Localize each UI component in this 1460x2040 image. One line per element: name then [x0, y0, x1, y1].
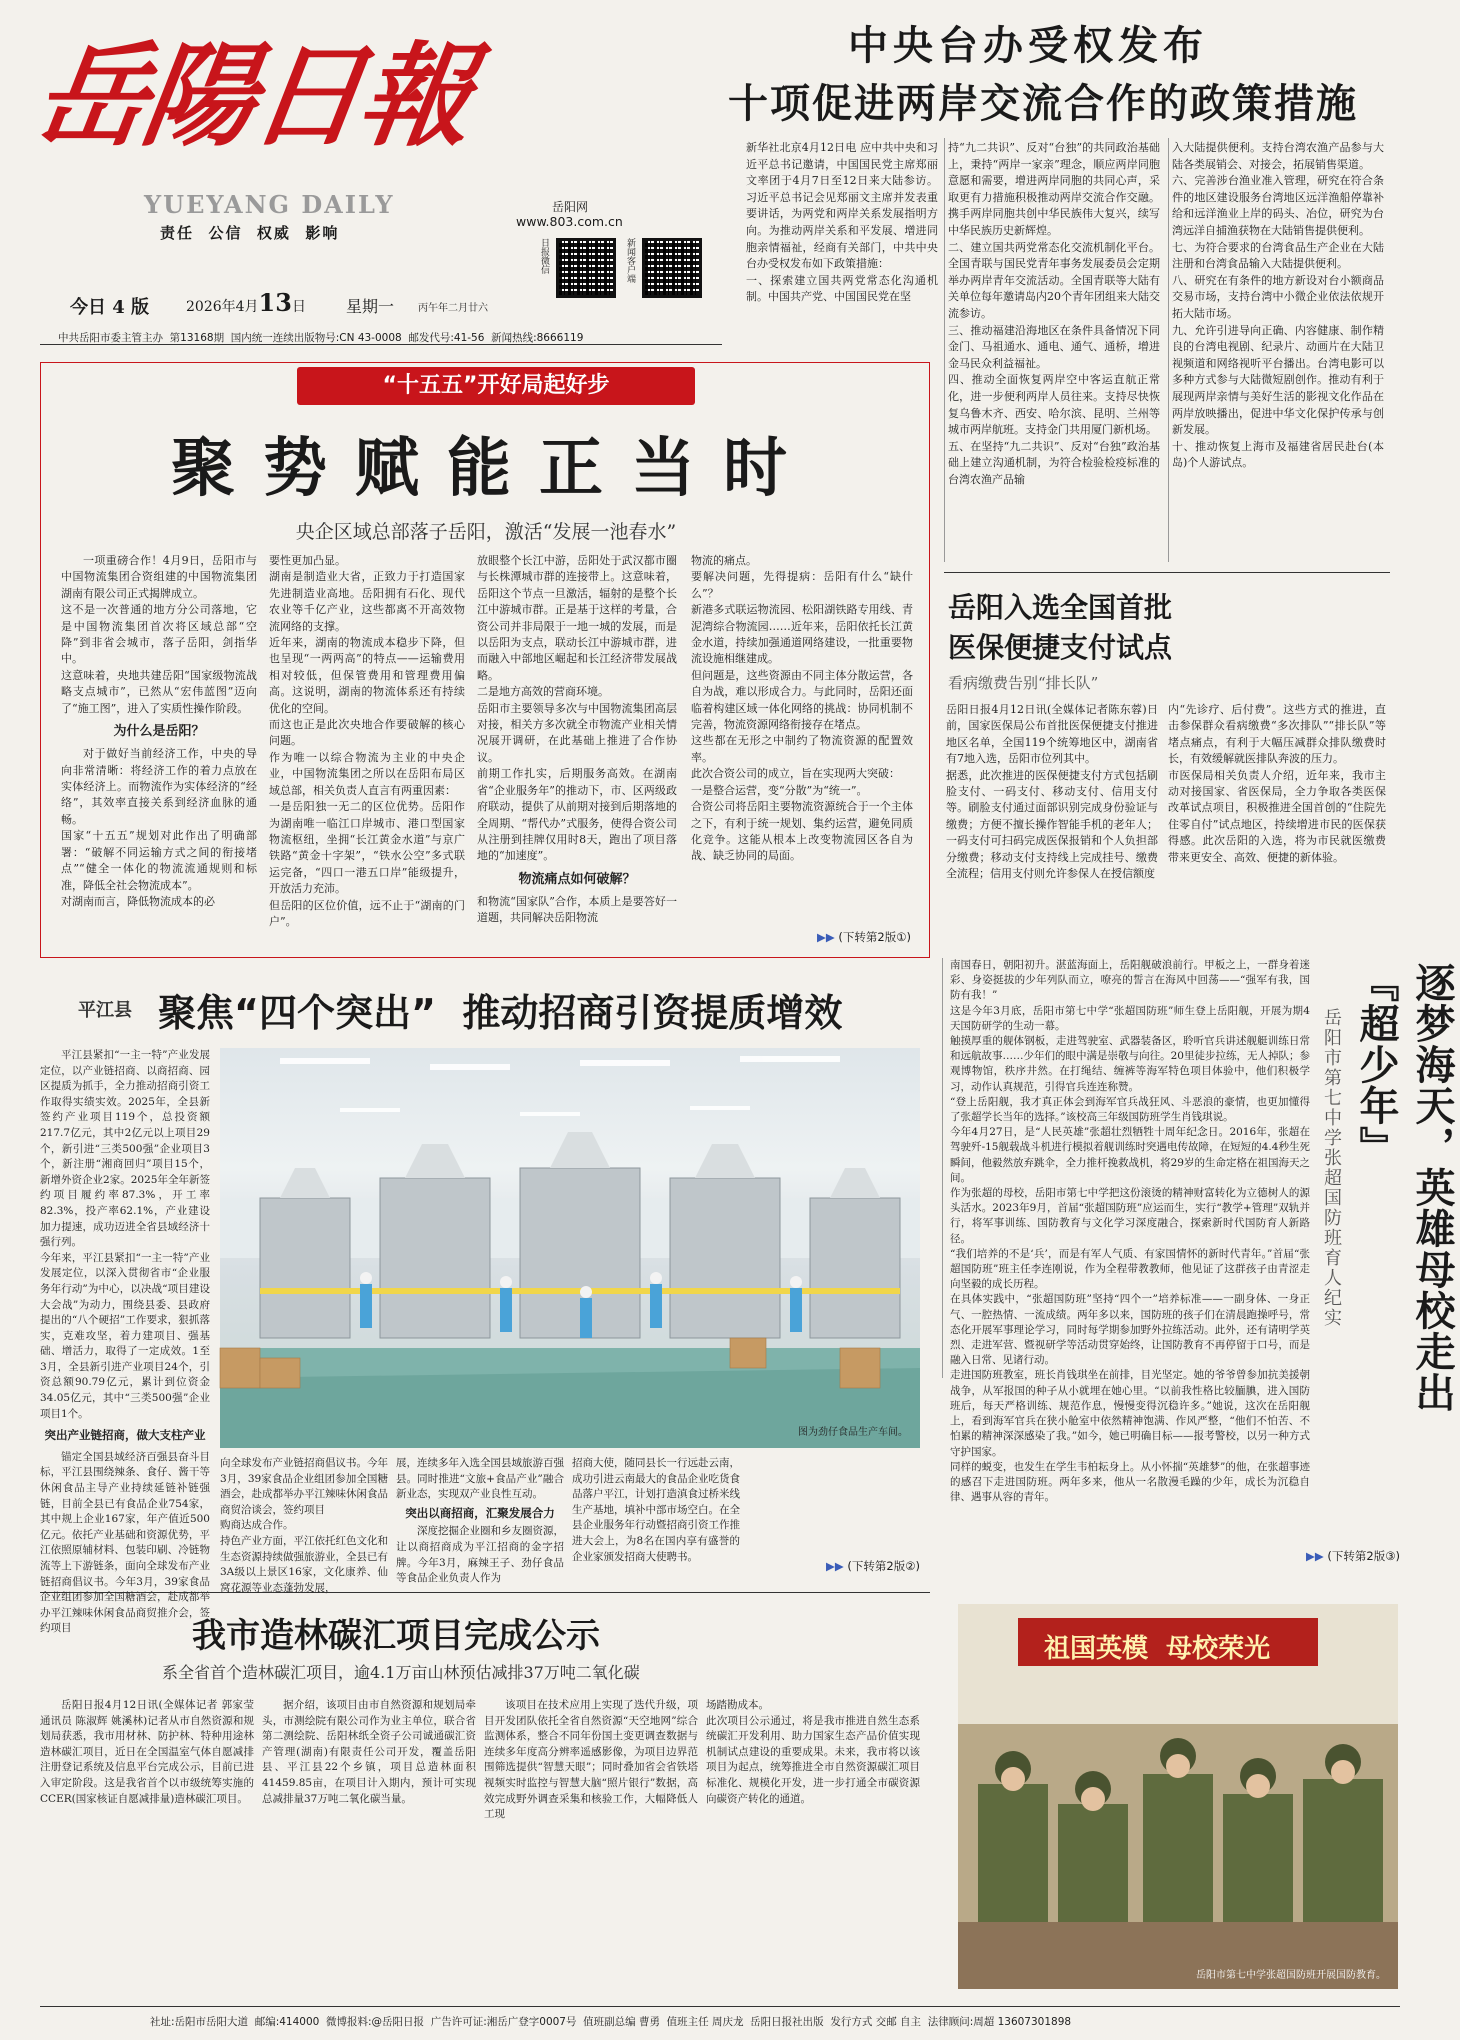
pingjiang-col-4: 招商大使，随同县长一行远赴云南，成功引进云南最大的食品企业吃货食品落户平江，计划打造滇食过桥米线生产基地，填补中部市场空白。在全县企业服务年行动暨招商引资工作推进大会上，为8名在国内享有盛誉的企业家颁发招商大使聘书。	[572, 1457, 740, 1563]
medical-title-1: 岳阳入选全国首批	[948, 591, 1173, 624]
pingjiang-col-3: 展，连续多年入选全国县域旅游百强县。同时推进“文旅+食品产业”融合新业态，实现双产业良性互动。 突出以商招商，汇聚发展合力 深度挖掘企业圈和乡友圈资源，让以商招商成为平江招商的金字招牌。今年3月，麻辣王子、劲仔食品等食品企业负责人作为	[396, 1457, 564, 1585]
pingjiang-kicker: 平江县	[78, 1000, 132, 1021]
lead-col-3: 入大陆提供便利。支持台湾农渔产品参与大陆各类展销会、对接会，拓展销售渠道。 六、完善涉台渔业准入管理，研究在符合条件的地区建设服务台湾地区远洋渔船停靠补给和远洋渔业上岸的码头、冶位，研究为台湾远洋自捕渔获物在大陆销售提供便利。 七、为符合要求的台湾食品生产企业在大陆注册和台湾食品输入大陆提供便利。 八、研究在有条件的地方新设对台小额商品交易市场，支持台湾中小微企业依法依规开拓大陆市场。 九、允许引进导向正确、内容健康、制作精良的台湾电视剧、纪录片、动画片在大陆卫视频道和网络视听平台播出。台湾电影可以多种方式参与大陆微短剧创作。推动有利于展现两岸亲情与美好生活的影视文化作品在两岸放映播出，促进中华文化保护传承与创新发展。 十、推动恢复上海市及福建省居民赴台(本岛)个人游试点。	[1172, 141, 1384, 470]
feature-title: 聚势赋能正当时	[171, 432, 815, 506]
feature-kicker: “十五五”开好局起好步	[297, 367, 695, 405]
pingjiang-col-1: 平江县紧扣“一主一特”产业发展定位，以产业链招商、以商招商、园区提质为抓手，全力推动招商引资工作取得实绩实效。2025年，全县新签约产业项目119个，总投资额217.7亿元，其中2亿元以上项目29个，新引进“三类500强”企业项目3个，新注册“湘商回归”项目15个，新增外资企业2家。2025年全年新签约项目履约率87.3%，开工率82.3%，投产率62.1%，产业建设加力提速，成功迈进全省县域经济十强行列。 今年来，平江县紧扣“一主一特”产业发展定位，以深入贯彻省市“企业服务年行动”为中心，以决战“项目建设大会战”为动力，围绕县委、县政府提出的“八个硬招”工作要求，狠抓落实，克难攻坚，着力建项目、强基础、增活力，取得了一定成效。1至3月，全县新引进产业项目24个，引资总额90.79亿元，累计到位资金34.05亿元，其中“三类500强”企业项目1个。 突出产业链招商，做大支柱产业 锚定全国县域经济百强县奋斗目标，平江县围绕辣条、食仔、酱干等休闲食品主导产业持续延链补链强链，目前全县已有食品企业754家，其中规上企业167家，年产值近500亿元。依托产业基础和资源优势，平江依照原辅材料、包装印刷、冷链物流等上下游链条，面向全球发布产业链招商倡议书。今年3月，39家食品企业组团参加全国糖酒会，赴成都举办平江辣味休闲食品商贸推介会，签约项目	[40, 1049, 210, 1635]
lead-col-1: 新华社北京4月12日电 应中共中央和习近平总书记邀请，中国国民党主席郑丽文率团于4月7日至12日来大陆参访。习近平总书记会见郑丽文主席并发表重要讲话，为两党和两岸关系发展指明方向。为推动两岸关系和平发展、增进同胞亲情福祉，经商有关部门，中共中央台办受权发布如下政策措施： 一、探索建立国共两党常态化沟通机制。中国共产党、中国国民党在坚	[746, 141, 938, 304]
factory-photo-caption: 图为劲仔食品生产车间。	[798, 1427, 908, 1438]
site-label: 岳阳网	[552, 200, 589, 214]
medical-col-2: 内“先诊疗、后付费”。这些方式的推进，直击参保群众看病缴费“多次排队”“排长队”等堵点痛点，有利于大幅压减群众排队缴费时长，有效缓解就医排队奔波的压力。 市医保局相关负责人介绍，近年来，我市主动对接国家、省医保局，全力争取各类医保改革试点项目，积极推进全国首创的“住院先住零自付”试点地区，持续增进市民的医保获得感。此次岳阳的入选，将为市民就医缴费带来更安全、高效、便捷的新体验。	[1168, 703, 1386, 864]
feature-subhead-1: 为什么是岳阳？	[113, 724, 205, 740]
dream-body: 南国春日，朝阳初升。湛蓝海面上，岳阳舰破浪前行。甲板之上，一群身着迷彩、身姿挺拔的少年列队而立，嘹亮的誓言在海风中回荡——“强军有我，国防有我！” 这是今年3月底，岳阳市第七中学“张超国防班”师生登上岳阳舰，开展为期4天国防研学的生动一幕。 触摸厚重的舰体钢板，走进驾驶室、武器装备区，聆听官兵讲述舰艇训练日常和远航故事……少年们的眼中满是崇敬与向往。20里徒步拉练，无人掉队；参观博物馆，秩序井然。在打绳结、缠裤等海军特色项目体验中，他们积极学习，动作认真规范，引得官兵连连称赞。 “登上岳阳舰，我才真正体会到海军官兵战狂风、斗恶浪的豪情，也更加懂得了张超学长当年的选择。”该校高三年级国防班学生肖钱琪说。 今年4月27日，是“人民英雄”张超壮烈牺牲十周年纪念日。2016年，张超在驾驶歼-15舰载战斗机进行模拟着舰训练时突遇电传故障，在短短的4.4秒生死瞬间，他毅然放弃跳伞，全力推杆挽救战机，将29岁的生命定格在祖国海天之间。 作为张超的母校，岳阳市第七中学把这份滚烫的精神财富转化为立德树人的源头活水。2023年9月，首届“张超国防班”应运而生，实行“教学+管理”双轨并行，将军事训练、国防教育与文化学习深度融合，探索新时代国防育人新路径。 “我们培养的不是‘兵’，而是有军人气质、有家国情怀的新时代青年。”首届“张超国防班”班主任李连刚说，作为全程带教教师，他见证了这群孩子由青涩走向坚毅的成长历程。 在具体实践中，“张超国防班”坚持“四个一”培养标准——一副身体、一身正气、一腔热情、一流成绩。两年多以来，国防班的孩子们在清晨跑操呼号，常态化开展军事理论学习，同时每学期参加野外拉练活动。此外，还有请明学英烈、走进军营、暨视研学等活动贯穿始终，让国防教育不再停留于口号，而是融入日常、见诸行动。 走进国防班教室，班长肖钱琪坐在前排，目光坚定。她的爷爷曾参加抗美援朝战争，从军报国的种子从小就埋在她心里。“以前我性格比较腼腆，进入国防班后，每天严格训练、规范作息，慢慢变得沉稳许多。”她说，这次在岳阳舰上，看到海军官兵在狭小舱室中依然精神饱满、作风严整，“他们不怕苦、不怕累的精神深深感染了我。”如今，她已明确目标——报考警校，以另一种方式守护国家。 同样的蜕变，也发生在学生韦柏耘身上。从小怀揣“英雄梦”的他，在张超事迹的感召下走进国防班。两年多来，他从一名散漫毛躁的少年，成长为沉稳自律、遇事从容的青年。	[950, 959, 1310, 1504]
carbon-col-2: 据介绍，该项目由市自然资源和规划局牵头，市测绘院有限公司作为业主单位，联合省第二测绘院、岳阳林纸全资子公司诚通碳汇资产管理(湖南)有限责任公司开发，覆盖岳阳县、平江县22个乡镇，项目总造林面积41459.85亩，在项目计入期内，预计可实现总减排量37万吨二氧化碳当量。	[262, 1699, 476, 1805]
classroom-banner: 祖国英模 母校荣光	[1044, 1634, 1271, 1664]
dream-continue[interactable]: ▶▶ (下转第2版③)	[1250, 1548, 1400, 1564]
masthead	[26, 8, 716, 344]
feature-col-2: 要性更加凸显。 湖南是制造业大省，正致力于打造国家先进制造业高地。岳阳拥有石化、现代农业等千亿产业，这些都离不开高效物流网络的支撑。 近年来，湖南的物流成本稳步下降，但也呈现“一两两高”的特点——运输费用相对较低，但保管费用和管理费用偏高。这说明，湖南的物流体系还有持续优化的空间。 而这也正是此次央地合作要破解的核心问题。 作为唯一以综合物流为主业的中央企业，中国物流集团之所以在岳阳布局区域总部，相关负责人直言有两重因素： 一是岳阳独一无二的区位优势。岳阳作为湖南唯一临江口岸城市、港口型国家物流枢纽，坐拥“长江黄金水道”与京广铁路“黄金十字架”，“铁水公空”多式联运完备，“四口一港五口岸”能级提升，开放活力充沛。 但岳阳的区位价值，远不止于“湖南的门户”。	[269, 554, 465, 928]
feature-box	[40, 362, 930, 958]
feature-continue[interactable]: ▶▶ (下转第2版①)	[741, 929, 911, 945]
carbon-story	[40, 1600, 940, 1990]
qr-code-app	[642, 238, 702, 298]
lunar-date: 丙午年二月廿六	[418, 303, 488, 314]
newspaper-pinyin: YUEYANG DAILY	[144, 190, 395, 219]
feature-subtitle: 央企区域总部落子岳阳，激活“发展一池春水”	[295, 521, 677, 543]
dream-story	[950, 958, 1455, 1568]
pingjiang-subhead-2: 突出以商招商，汇聚发展合力	[405, 1505, 555, 1520]
qr-app-label: 新闻客户端	[625, 238, 635, 283]
lead-col-2: 持“九二共识”、反对“台独”的共同政治基础上，秉持“两岸一家亲”理念，顺应两岸同胞意愿和需要，增进两岸同胞的共同心声，采取更有力措施积极推动两岸交流合作交融。携手两岸同胞共创中华民族伟大复兴，续写中华民族历史新辉煌。 二、建立国共两党常态化交流机制化平台。全国青联与国民党青年事务发展委员会定期举办两岸青年交流活动。全国青联等大陆有关单位每年邀请岛内20个青年团组来大陆交流参访。 三、推动福建沿海地区在条件具备情况下同金门、马祖通水、通电、通气、通桥，增进金马民众利益福祉。 四、推动全面恢复两岸空中客运直航正常化，进一步便利两岸人员往来。支持尽快恢复乌鲁木齐、西安、哈尔滨、昆明、兰州等城市两岸航班。支持金门共用厦门新机场。 五、在坚持“九二共识”、反对“台独”政治基础上建立沟通机制，为符合检验检疫标准的台湾农渔产品输	[948, 141, 1160, 486]
classroom-photo	[958, 1604, 1398, 1989]
dream-subtitle: 岳阳市第七中学张超国防班育人纪实	[1321, 1008, 1342, 1328]
issue-date: 2026年4月13日	[186, 288, 306, 317]
carbon-col-3: 该项目在技术应用上实现了迭代升级，项目开发团队依托全省自然资源“天空地网”综合监测体系，整合不同年份国土变更调查数据与连续多年度高分辨率遥感影像，为项目边界范围筛选提供“智慧天眼”；同时叠加省会省铁塔视频实时监控与智慧大脑“照片银行”数据，高效完成野外调查采集和核验工作，大幅降低人工现	[484, 1699, 698, 1821]
feature-subhead-2: 物流痛点如何破解？	[518, 871, 636, 887]
medical-col-1: 岳阳日报4月12日讯(全媒体记者陈东蓉)日前，国家医保局公布首批医保便捷支付推进地区名单，全国119个统筹地区中，湖南省有7地入选，岳阳市位列其中。 据悉，此次推进的医保便捷支付方式包括刷脸支付、一码支付、移动支付、信用支付等。刷脸支付通过面部识别完成身份验证与缴费；方便不擅长操作智能手机的老年人；一码支付可扫码完成医保报销和个人负担部分缴费；移动支付支持线上完成挂号、缴费全流程；信用支付则允许参保人在授信额度	[946, 703, 1158, 881]
newspaper-logo: 岳陽日報	[26, 31, 478, 162]
factory-photo	[220, 1048, 920, 1448]
page-count: 今日 4 版	[70, 297, 150, 318]
newspaper-motto: 责任 公信 权威 影响	[160, 224, 340, 242]
carbon-col-1: 岳阳日报4月12日讯(全媒体记者 郭家莹 通讯员 陈淑辉 姚溪林)记者从市自然资源和规划局获悉，我市用材林、防护林、特种用途林造林碳汇项目，近日在全国温室气体自愿减排注册登记系统及信息平台完成公示，目前已进入审定阶段。这是我省首个以市级统筹实施的CCER(国家核证自愿减排量)造林碳汇项目。	[40, 1699, 254, 1805]
pingjiang-story	[40, 968, 930, 1635]
classroom-photo-caption: 岳阳市第七中学张超国防班开展国防教育。	[1196, 1970, 1386, 1981]
pingjiang-col-2: 向全球发布产业链招商倡议书。今年3月，39家食品企业组团参加全国糖酒会，赴成都举办平江辣味休闲食品商贸洽谈会，签约项目 购商达成合作。 持色产业方面，平江依托红色文化和生态资源持续做强旅游业，全县已有3A级以上景区16家，文化康养、仙窝花源等业态蓬勃发展，	[220, 1457, 388, 1594]
pingjiang-continue[interactable]: ▶▶ (下转第2版②)	[760, 1558, 920, 1574]
qr-code-wechat	[556, 238, 616, 298]
publication-info: 中共岳阳市委主管主办 第13168期 国内统一连续出版物号:CN 43-0008 邮发代号:41-56 新闻热线:8666119	[58, 332, 584, 344]
carbon-subtitle: 系全省首个造林碳汇项目，逾4.1万亩山林预估减排37万吨二氧化碳	[162, 1663, 640, 1682]
carbon-col-4: 场踏勘成本。 此次项目公示通过，将是我市推进自然生态系统碳汇开发利用、助力国家生态产品价值实现机制试点建设的重要成果。未来，我市将以该项目为起点，统筹推进全市自然资源碳汇项目标准化、规模化开发，进一步打通全市碳资源向碳资产转化的通道。	[706, 1699, 920, 1805]
pingjiang-title: 聚焦“四个突出” 推动招商引资提质增效	[158, 991, 843, 1035]
medical-title-2: 医保便捷支付试点	[948, 631, 1173, 664]
medical-subtitle: 看病缴费告别“排长队”	[948, 674, 1099, 692]
lead-title-1: 中央台办受权发布	[848, 23, 1208, 69]
site-url[interactable]: www.803.com.cn	[516, 214, 623, 229]
qr-wechat-label: 日报微信	[539, 238, 549, 274]
feature-col-4: 物流的痛点。 要解决问题，先得提病：岳阳有什么“缺什么”？ 新港多式联运物流园、松阳湖铁路专用线、青泥湾综合物流园……近年来，岳阳依托长江黄金水道，持续加强通道网络建设，一批重要物流设施相继建成。 但问题是，这些资源由不同主体分散运营，各自为战，难以形成合力。与此同时，岳阳还面临着构建区域一体化网络的挑战：协同机制不完善，物流资源网络衔接存在堵点。 这些都在无形之中制约了物流资源的配置效率。 此次合资公司的成立，旨在实现两大突破： 一是整合运营，变“分散”为“统一”。 合资公司将岳阳主要物流资源统合于一个主体之下，有利于统一规划、集约运营，避免同质化竞争。这能从根本上改变物流园区各自为战、缺乏协同的局面。	[691, 554, 913, 863]
feature-col-3: 放眼整个长江中游，岳阳处于武汉都市圈与长株潭城市群的连接带上。这意味着，岳阳这个节点一旦激活，辐射的是整个长江中游城市群。正是基于这样的考量，合资公司并非局限于一地一城的发展，而是以岳阳为支点，联动长江中游城市群，进而融入中部地区崛起和长江经济带发展战略。 二是地方高效的营商环境。 岳阳市主要领导多次与中国物流集团高层对接，相关方多次就全市物流产业相关情况展开调研，在此基础上推进了合作协议。 前期工作扎实，后期服务高效。在湖南省“企业服务年”的推动下，市、区两级政府联动，提供了从前期对接到后期落地的全周期、“帮代办”式服务，使得合资公司从注册到挂牌仅用时8天，跑出了项目落地的“加速度”。 物流痛点如何破解？ 和物流“国家队”合作，本质上是要答好一道题，共同解决岳阳物流	[477, 554, 677, 925]
factory-scene	[220, 1048, 920, 1448]
feature-col-1: 一项重磅合作！4月9日，岳阳市与中国物流集团合资组建的中国物流集团湖南有限公司正式揭牌成立。 这不是一次普通的地方分公司落地，它是中国物流集团首次将区域总部“空降”到非省会城市，落子岳阳，剑指华中。 这意味着，央地共建岳阳“国家级物流战略支点城市”，已然从“宏伟蓝图”迈向了“施工图”，进入了实质性操作阶段。 为什么是岳阳？ 对于做好当前经济工作，中央的导向非常清晰：将经济工作的着力点放在实体经济上。而物流作为实体经济的“经络”，其效率直接关系到经济血脉的通畅。 国家“十五五”规划对此作出了明确部署：“破解不同运输方式之间的衔接堵点”“健全一体化的物流流通规则和标准，降低全社会物流成本”。 对湖南而言，降低物流成本的必	[61, 554, 257, 908]
carbon-title: 我市造林碳汇项目完成公示	[192, 1616, 600, 1656]
weekday: 星期一	[346, 297, 395, 316]
lead-title-2: 十项促进两岸交流合作的政策措施	[728, 81, 1358, 127]
dream-title: 逐梦海天，英雄母校走出『超少年』	[1353, 962, 1455, 1413]
pingjiang-subhead-1: 突出产业链招商，做大支柱产业	[44, 1428, 206, 1443]
footer-info: 社址:岳阳市岳阳大道 邮编:414000 微博报料:@岳阳日报 广告许可证:湘岳广登字0007号 值班副总编 曹勇 值班主任 周庆龙 岳阳日报社出版 发行方式 交邮 自主 法律顾问:周超 13607301898	[150, 2016, 1072, 2028]
